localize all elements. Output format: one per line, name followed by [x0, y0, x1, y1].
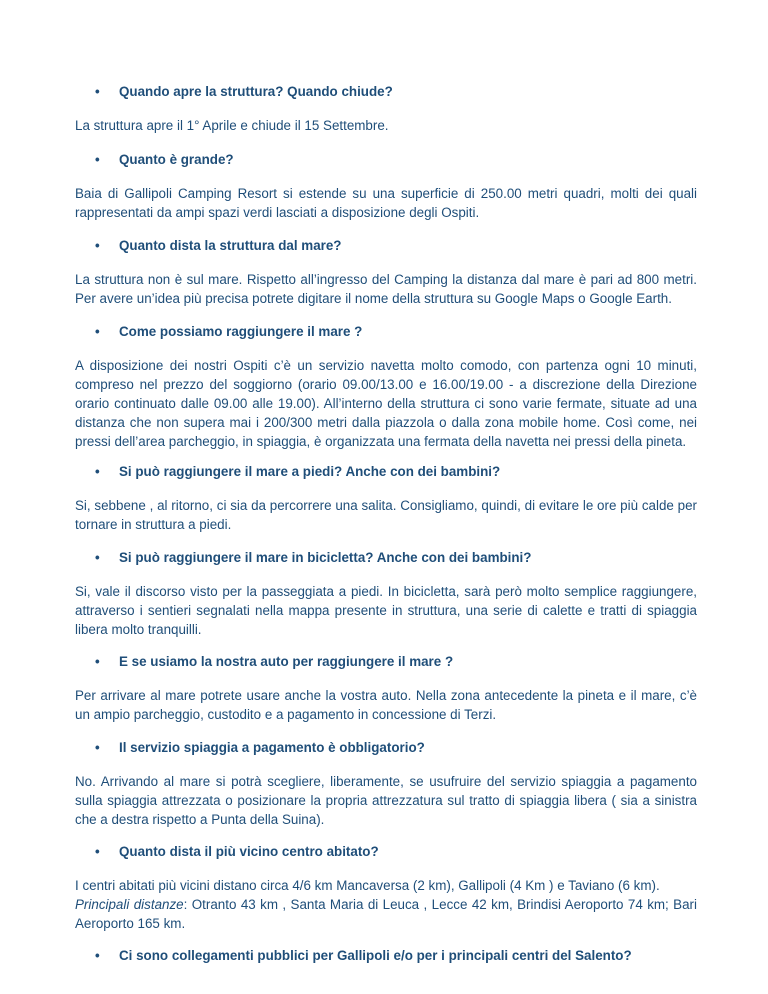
faq-item	[75, 946, 697, 965]
bullet-icon: •	[95, 948, 100, 963]
bullet-icon: •	[95, 654, 100, 669]
faq-question-text: Quanto dista il più vicino centro abitato?	[119, 844, 379, 859]
faq-question-text: Si può raggiungere il mare in bicicletta? Anche con dei bambini?	[119, 550, 532, 565]
faq-item	[75, 150, 697, 169]
faq-item	[75, 738, 697, 757]
faq-item	[75, 236, 697, 255]
bullet-icon: •	[95, 550, 100, 565]
bullet-icon: •	[95, 740, 100, 755]
faq-question	[75, 322, 697, 341]
faq-answer-text: Si, vale il discorso visto per la passeggiata a piedi. In bicicletta, sarà però molto semplice raggiungere, attraverso i sentieri segnalati nella mappa presente in struttura, una serie di calette e tratti di spiaggia libera molto tranquilli.	[75, 584, 697, 637]
faq-answer	[75, 772, 697, 829]
faq-answer-part: I centri abitati più vicini distano circa 4/6 km Mancaversa (2 km), Gallipoli (4 Km ) e Taviano (6 km).	[75, 878, 660, 893]
faq-question-text: Ci sono collegamenti pubblici per Gallipoli e/o per i principali centri del Salento?	[119, 948, 632, 963]
faq-answer	[75, 582, 697, 639]
bullet-icon: •	[95, 238, 100, 253]
faq-question-text: Quanto dista la struttura dal mare?	[119, 238, 342, 253]
faq-answer	[75, 116, 697, 135]
bullet-icon: •	[95, 324, 100, 339]
faq-answer-text	[75, 876, 697, 933]
faq-item	[75, 462, 697, 481]
faq-item	[75, 322, 697, 341]
faq-answer	[75, 496, 697, 534]
faq-answer	[75, 184, 697, 222]
faq-answer-text: La struttura apre il 1° Aprile e chiude il 15 Settembre.	[75, 118, 389, 133]
faq-question-text: Quando apre la struttura? Quando chiude?	[119, 84, 393, 99]
faq-question	[75, 738, 697, 757]
faq-question	[75, 548, 697, 567]
faq-question	[75, 842, 697, 861]
faq-answer-text: No. Arrivando al mare si potrà scegliere, liberamente, se usufruire del servizio spiaggia a pagamento sulla spiaggia attrezzata o posizionare la propria attrezzatura sul tratto di spiaggia libera ( sia a sinistra che a destra rispetto a Punta della Suina).	[75, 774, 697, 827]
faq-answer	[75, 876, 697, 933]
faq-question-text: Quanto è grande?	[119, 152, 234, 167]
bullet-icon: •	[95, 84, 100, 99]
bullet-icon: •	[95, 152, 100, 167]
faq-answer-text: Si, sebbene , al ritorno, ci sia da percorrere una salita. Consigliamo, quindi, di evitare le ore più calde per tornare in struttura a piedi.	[75, 498, 697, 532]
faq-question-text: Il servizio spiaggia a pagamento è obbligatorio?	[119, 740, 425, 755]
distances-label: Principali distanze	[75, 897, 184, 912]
faq-question	[75, 946, 697, 965]
faq-question-text: Si può raggiungere il mare a piedi? Anche con dei bambini?	[119, 464, 501, 479]
bullet-icon: •	[95, 464, 100, 479]
faq-answer	[75, 270, 697, 308]
faq-item	[75, 652, 697, 671]
faq-question	[75, 82, 697, 101]
faq-question	[75, 150, 697, 169]
faq-answer-text: Baia di Gallipoli Camping Resort si estende su una superficie di 250.00 metri quadri, molti dei quali rappresentati da ampi spazi verdi lasciati a disposizione degli Ospiti.	[75, 186, 697, 220]
faq-answer-text: Per arrivare al mare potrete usare anche la vostra auto. Nella zona antecedente la pineta e il mare, c’è un ampio parcheggio, custodito e a pagamento in concessione di Terzi.	[75, 688, 697, 722]
faq-answer	[75, 356, 697, 451]
distances-text: : Otranto 43 km , Santa Maria di Leuca , Lecce 42 km, Brindisi Aeroporto 74 km; Bari Aeroporto 165 km.	[75, 897, 697, 931]
faq-answer-text: La struttura non è sul mare. Rispetto all’ingresso del Camping la distanza dal mare è pari ad 800 metri. Per avere un’idea più precisa potrete digitare il nome della struttura su Google Maps o Google Earth.	[75, 272, 697, 306]
faq-question-text: Come possiamo raggiungere il mare ?	[119, 324, 363, 339]
faq-question	[75, 236, 697, 255]
faq-question	[75, 462, 697, 481]
faq-answer-text: A disposizione dei nostri Ospiti c’è un servizio navetta molto comodo, con partenza ogni 10 minuti, compreso nel prezzo del soggiorno (orario 09.00/13.00 e 16.00/19.00 - a discrezione della Direzione orario continuato dalle 09.00 alle 19.00). All’interno della struttura ci sono varie fermate, situate ad una distanza che non supera mai i 200/300 metri dalla piazzola o dalla zona mobile home. Così come, nei pressi dell’area parcheggio, in spiaggia, è organizzata una fermata della navetta nei pressi della pineta.	[75, 358, 697, 449]
bullet-icon: •	[95, 844, 100, 859]
faq-question	[75, 652, 697, 671]
faq-item	[75, 842, 697, 861]
faq-answer	[75, 686, 697, 724]
faq-question-text: E se usiamo la nostra auto per raggiungere il mare ?	[119, 654, 454, 669]
faq-item	[75, 548, 697, 567]
faq-item	[75, 82, 697, 101]
